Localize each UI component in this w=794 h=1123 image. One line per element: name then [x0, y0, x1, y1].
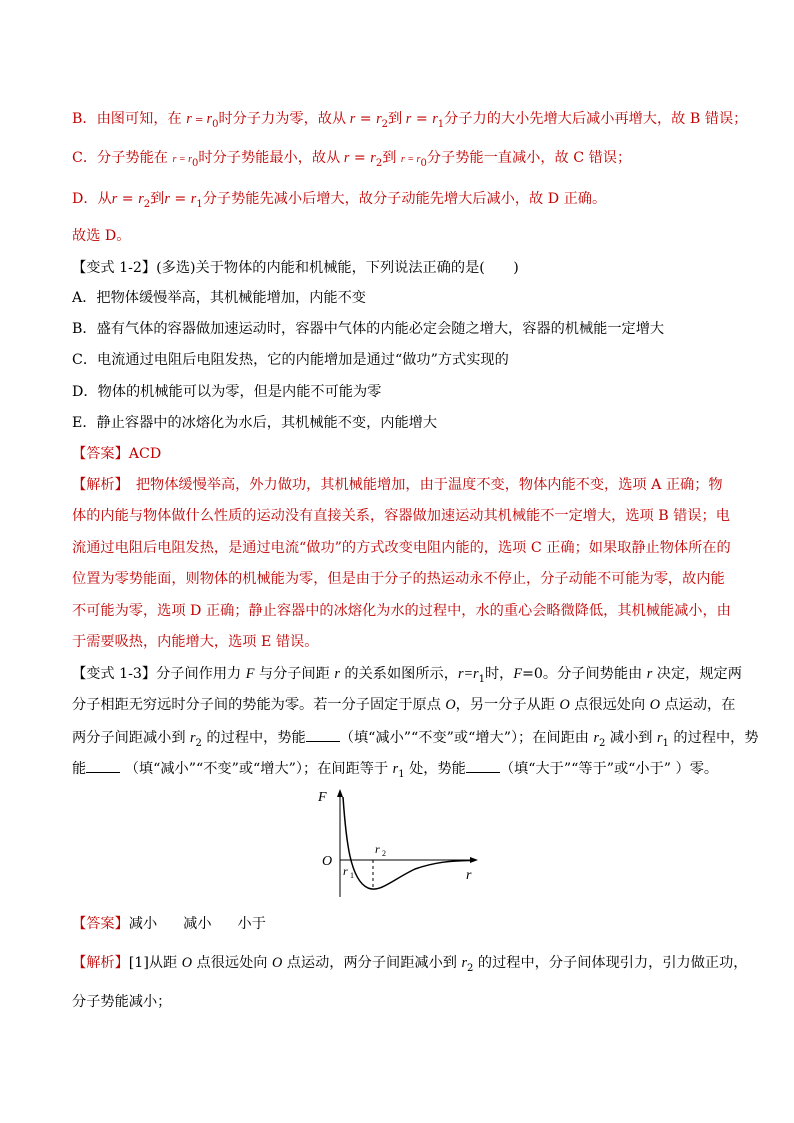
solution-option-b: B．由图可知，在 $r = r_0$时分子力为零，故从 $r = r_2$到 $r = r_1$分子力的大小先增大后减小再增大，故 B 错误；: [72, 111, 748, 130]
var-r: r: [461, 955, 468, 971]
var-r: r: [392, 761, 399, 777]
text: 决定，规定两: [652, 666, 742, 682]
r1-sub: 1: [350, 871, 354, 880]
text: C．分子势能在: [72, 150, 173, 166]
solution-option-d: D．从$r = r_2$到$r = r_1$分子势能先减小后增大，故分子动能先增大后减小，故 D 正确。: [72, 191, 607, 210]
answer-blank-3[interactable]: [466, 758, 500, 773]
answer-1: 减小: [128, 916, 158, 932]
sub: 1: [398, 768, 405, 780]
option-b: B．盛有气体的容器做加速运动时，容器中气体的内能必定会随之增大，容器的机械能一定增大: [72, 321, 665, 337]
r2-sub: 2: [382, 849, 386, 858]
f-axis-label: F: [318, 790, 327, 805]
text: 点运动，两分子间距减小到: [282, 955, 462, 971]
answer-tag: 【答案】: [72, 916, 129, 932]
r1-label: r: [343, 864, 348, 878]
force-distance-figure: [300, 785, 500, 905]
eq: =: [117, 191, 139, 207]
analysis-text: 把物体缓慢举高，外力做功，其机械能增加，由于温度不变，物体内能不变，选项 A 正确；物: [121, 477, 723, 493]
question-1-2-stem: [72, 258, 519, 278]
sub: 2: [375, 157, 383, 169]
answer-value: ACD: [128, 446, 162, 462]
option-c: C．电流通过电阻后电阻发热，它的内能增加是通过“做功”方式实现的: [72, 352, 509, 368]
text: 分子相距无穷远时分子间的势能为零。若一分子固定于原点: [72, 697, 446, 713]
eq: =: [169, 191, 191, 207]
analysis-1-2-line3: 流通过电阻后电阻发热，是通过电流“做功”的方式改变电阻内能的，选项 C 正确；如果取静止物体所在的: [72, 540, 731, 556]
text: 的过程中，势能: [201, 730, 306, 746]
analysis-1-2-line2: 体的内能与物体做什么性质的运动没有直接关系，容器做加速运动其机械能不一定增大，选项 B 错误；电: [72, 508, 730, 524]
text: 两分子间距减小到: [72, 730, 191, 746]
sub: 2: [467, 962, 474, 974]
question-tag: 【变式 1-2】: [72, 260, 157, 276]
eq: =: [411, 111, 433, 127]
option-a: A．把物体缓慢举高，其机械能增加，内能不变: [72, 290, 366, 306]
var-O: O: [649, 697, 660, 713]
text: （填“减小”“不变”或“增大”）；在间距由: [339, 730, 594, 746]
r-axis-arrow: [470, 857, 478, 863]
text: 分子势能先减小后增大，故分子动能先增大后减小，故 D 正确。: [202, 191, 607, 207]
var-O: O: [445, 697, 456, 713]
text: 点运动，在: [659, 697, 736, 713]
question-tag: 【变式 1-3】: [72, 666, 157, 682]
answer-blank-2[interactable]: [86, 758, 120, 773]
sub: 2: [195, 737, 202, 749]
analysis-1-3-line1: [72, 953, 747, 979]
analysis-1-2-line6: 于需要吸热，内能增大，选项 E 错误。: [72, 634, 319, 650]
question-1-3-line3: [72, 727, 759, 754]
analysis-1-2-line1: [72, 475, 723, 495]
text: 分子势能一直减小，故 C 错误；: [426, 150, 632, 166]
question-1-3-line2: [72, 695, 735, 715]
text: 时分子势能最小，故从: [198, 150, 341, 166]
text: ，另一分子从距: [455, 697, 560, 713]
var-r-eq: r=r: [457, 666, 479, 682]
sub: 1: [196, 198, 203, 210]
sub: 0: [212, 118, 219, 130]
f-axis-arrow: [337, 789, 343, 797]
analysis-tag: 【解析】: [72, 477, 122, 493]
text: 的关系如图所示，: [339, 666, 458, 682]
text: D．从: [72, 191, 112, 207]
var-O: O: [559, 697, 570, 713]
question-1-3-line4: [72, 758, 718, 785]
analysis-1-2-line5: 不可能为零，选项 D 正确；静止容器中的冰熔化为水的过程中，水的重心会略微降低，其机械能减小，由: [72, 603, 731, 619]
origin-label: O: [322, 854, 333, 869]
text: B．由图可知，在: [72, 111, 187, 127]
text: 与分子间距: [254, 666, 335, 682]
analysis-1-3-line2: 分子势能减小；: [72, 994, 172, 1010]
force-curve: [343, 797, 470, 889]
analysis-tag: 【解析】: [72, 955, 129, 971]
text: 到: [388, 111, 403, 127]
analysis-1-2-line4: 位置为零势能面，则物体的机械能为零，但是由于分子的热运动永不停止，分子动能不可能为零，故内能: [72, 571, 725, 587]
conclusion: 故选 D。: [72, 228, 131, 244]
text: 分子力的大小先增大后减小再增大，故 B 错误；: [444, 111, 748, 127]
sub: 2: [143, 198, 151, 210]
var-r: r: [334, 666, 340, 682]
sub: 1: [662, 737, 669, 749]
var-O: O: [271, 955, 283, 971]
sub: 0: [420, 157, 427, 169]
option-e: E．静止容器中的冰熔化为水后，其机械能不变，内能增大: [72, 415, 438, 431]
answer-2: 减小: [183, 916, 212, 932]
eq: =: [355, 111, 377, 127]
answer-blank-1[interactable]: [306, 727, 340, 742]
var-r: r: [206, 111, 213, 127]
r-axis-label: r: [466, 868, 472, 883]
text: =0。分子间势能由: [522, 666, 647, 682]
text: 的过程中，分子间体现引力，引力做正功，: [473, 955, 748, 971]
sub: 0: [192, 157, 199, 169]
text: 的过程中，势: [668, 730, 759, 746]
question-1-3-line1: [72, 664, 742, 690]
var-F: F: [245, 666, 255, 682]
option-d: D．物体的机械能可以为零，但是内能不可能为零: [72, 384, 382, 400]
sub: 1: [437, 118, 445, 130]
answer-tag: 【答案】: [72, 446, 129, 462]
text: （填“大于”“等于”或“小于” ）零。: [499, 761, 719, 777]
text: 减小到: [605, 730, 657, 746]
sub: 2: [599, 737, 606, 749]
eq: =: [349, 150, 371, 166]
sub: 1: [478, 673, 485, 685]
solution-option-c: C．分子势能在 $r = r_0$时分子势能最小，故从 $r = r_2$到 $r = r_0$分子势能一直减小，故 C 错误；: [72, 150, 632, 169]
var-r: r: [190, 730, 196, 746]
answer-3: 小于: [237, 916, 266, 932]
var-r: r: [646, 666, 653, 682]
text: 处，势能: [404, 761, 466, 777]
r2-label: r: [375, 842, 380, 856]
answer-1-2: [72, 444, 161, 464]
var-r: r: [593, 730, 600, 746]
sub: 2: [381, 118, 389, 130]
text: （填“减小”“不变”或“增大”）；在间距等于: [120, 761, 393, 777]
text: 时，: [484, 666, 514, 682]
var-F: F: [513, 666, 522, 682]
var-r: r: [657, 730, 663, 746]
text: 时分子力为零，故从: [218, 111, 347, 127]
var-r: r: [186, 111, 192, 127]
text: 到: [150, 191, 165, 207]
question-text: (多选)关于物体的内能和机械能，下列说法正确的是( ): [156, 260, 519, 276]
answer-1-3: [72, 914, 266, 934]
text: 点很远处向: [569, 697, 650, 713]
text: 点很远处向: [192, 955, 272, 971]
text: 到: [382, 150, 401, 166]
text: 能: [72, 761, 87, 777]
text: [1]从距: [128, 955, 182, 971]
var-O: O: [181, 955, 192, 971]
text: 分子间作用力: [156, 666, 246, 682]
